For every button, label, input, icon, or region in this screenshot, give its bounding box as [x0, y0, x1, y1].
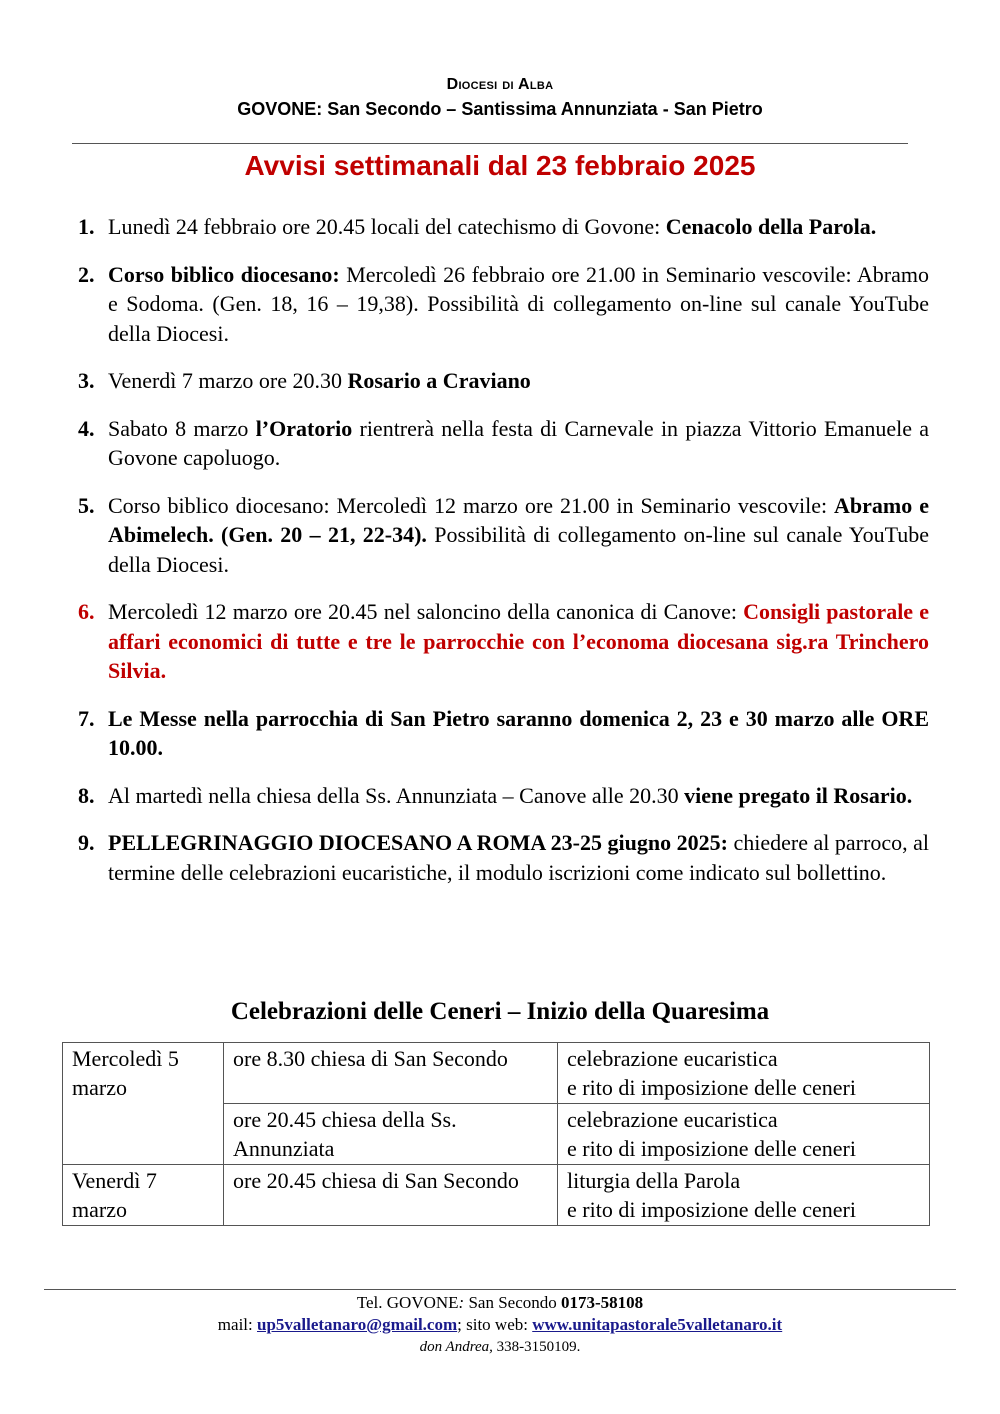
- ceneri-table: [62, 1042, 930, 1226]
- parishes-heading: GOVONE: San Secondo – Santissima Annunziata - San Pietro: [237, 99, 763, 119]
- notice-number: 2.: [78, 261, 95, 287]
- phone-place: San Secondo: [464, 1293, 562, 1312]
- footer-divider: [44, 1289, 956, 1290]
- day-cell: Mercoledì 5 marzo: [63, 1043, 224, 1165]
- footer-phone-line: [0, 1293, 1000, 1313]
- notice-text: chiedere al parroco, al termine delle celebrazioni eucaristiche, il modulo iscrizioni come indicato sul bollettino.: [108, 830, 929, 885]
- priest-phone: 338-3150109.: [492, 1339, 581, 1355]
- day-cell: Venerdì 7 marzo: [63, 1165, 224, 1226]
- notice-bold-text: Corso biblico diocesano:: [108, 261, 340, 287]
- phone-label: Tel. GOVONE: [356, 1293, 459, 1312]
- notice-text: Sabato 8 marzo: [108, 415, 256, 441]
- page-title: Avvisi settimanali dal 23 febbraio 2025: [244, 150, 756, 181]
- phone-colon: :: [458, 1293, 465, 1312]
- header-divider: [72, 143, 908, 144]
- web-label: ; sito web:: [457, 1315, 533, 1334]
- celebration-cell: [558, 1043, 930, 1104]
- notice-item: [72, 781, 929, 811]
- place-cell: ore 20.45 chiesa della Ss. Annunziata: [224, 1104, 558, 1165]
- notice-item: [72, 414, 929, 473]
- table-row: [63, 1165, 930, 1226]
- notice-item: [72, 366, 929, 396]
- notice-highlight-text: Consigli pastorale e affari economici di tutte e tre le parrocchie con l’economa diocesana sig.ra Trinchero Silvia.: [108, 599, 929, 683]
- notice-number: 7.: [78, 705, 95, 731]
- notice-number: 3.: [78, 368, 95, 393]
- notice-item: [72, 491, 929, 580]
- celebration-line: celebrazione eucaristica: [567, 1046, 778, 1071]
- notice-number: 4.: [78, 415, 95, 441]
- celebration-cell: [558, 1165, 930, 1226]
- phone-number: 0173-58108: [561, 1293, 644, 1312]
- celebration-line: e rito di imposizione delle ceneri: [567, 1197, 856, 1222]
- notice-text: Venerdì 7 marzo ore 20.30: [108, 368, 348, 393]
- notice-bold-text: Cenacolo della Parola.: [665, 214, 877, 239]
- website-link[interactable]: www.unitapastorale5valletanaro.it: [532, 1315, 783, 1334]
- notice-item: [72, 828, 929, 887]
- notice-text: Corso biblico diocesano: Mercoledì 12 marzo ore 21.00 in Seminario vescovile:: [108, 492, 835, 518]
- diocese-heading: Diocesi di Alba: [446, 76, 554, 93]
- notice-bold-text: l’Oratorio: [255, 415, 353, 441]
- notice-number: 5.: [78, 492, 95, 518]
- notice-bold-text: viene pregato il Rosario.: [684, 782, 913, 808]
- notice-bold-text: PELLEGRINAGGIO DIOCESANO A ROMA 23-25 giugno 2025:: [108, 830, 728, 855]
- notice-bold-text: Abramo e Abimelech. (Gen. 20 – 21, 22-34).: [108, 492, 929, 547]
- notice-bold-text: Le Messe nella parrocchia di San Pietro saranno domenica 2, 23 e 30 marzo alle ORE 10.00.: [108, 705, 929, 760]
- notice-number: 8.: [78, 782, 95, 808]
- place-cell: ore 8.30 chiesa di San Secondo: [224, 1043, 558, 1104]
- notice-item: [72, 212, 929, 242]
- celebration-line: celebrazione eucaristica: [567, 1107, 778, 1132]
- notice-item: [72, 597, 929, 686]
- notice-number: 6.: [78, 599, 95, 624]
- notice-number: 9.: [78, 830, 95, 855]
- notice-item: [72, 704, 929, 763]
- celebration-line: e rito di imposizione delle ceneri: [567, 1136, 856, 1161]
- notice-number: 1.: [78, 214, 95, 239]
- place-cell: ore 20.45 chiesa di San Secondo: [224, 1165, 558, 1226]
- notice-text: Lunedì 24 febbraio ore 20.45 locali del catechismo di Govone:: [108, 214, 666, 239]
- mail-label: mail:: [217, 1315, 257, 1334]
- celebration-line: e rito di imposizione delle ceneri: [567, 1075, 856, 1100]
- notices-list: [72, 212, 929, 905]
- notice-text: rientrerà nella festa di Carnevale in piazza Vittorio Emanuele a Govone capoluogo.: [108, 415, 929, 470]
- notice-text: Mercoledì 12 marzo ore 20.45 nel saloncino della canonica di Canove:: [108, 599, 744, 624]
- celebration-cell: [558, 1104, 930, 1165]
- notice-item: [72, 260, 929, 349]
- priest-name: don Andrea,: [419, 1339, 493, 1355]
- notice-text: Mercoledì 26 febbraio ore 21.00 in Seminario vescovile: Abramo e Sodoma. (Gen. 18, 16 – 19,38). Possibilità di collegamento on-line sul canale YouTube della Diocesi.: [108, 261, 929, 346]
- email-link[interactable]: up5valletanaro@gmail.com: [257, 1315, 458, 1334]
- footer-priest-line: [0, 1339, 1000, 1356]
- table-row: [63, 1043, 930, 1104]
- celebration-line: liturgia della Parola: [567, 1168, 741, 1193]
- notice-text: Al martedì nella chiesa della Ss. Annunziata – Canove alle 20.30: [108, 782, 685, 808]
- notice-text: Possibilità di collegamento on-line sul canale YouTube della Diocesi.: [108, 522, 929, 577]
- notice-bold-text: Rosario a Craviano: [347, 368, 531, 393]
- ceneri-table-title: Celebrazioni delle Ceneri – Inizio della Quaresima: [230, 998, 770, 1025]
- footer-contact-line: [0, 1315, 1000, 1335]
